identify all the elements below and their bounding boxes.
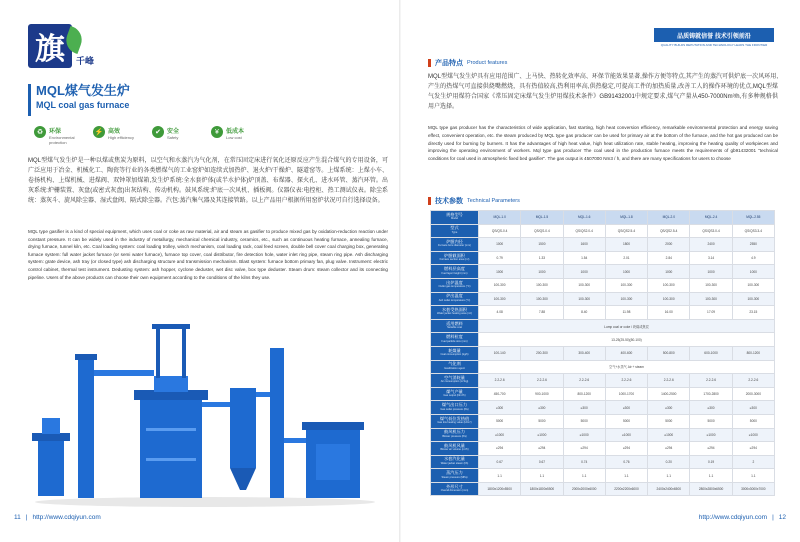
feature-item [152,126,197,145]
table-cell: 2800x2800x6500 [690,482,732,496]
table-cell: QS/QS2.0-4 [563,224,605,238]
table-cell: 2 [732,455,774,469]
row-label-cn: 水套汽化量 [444,456,465,462]
table-cell: 800-1200 [732,346,774,360]
table-cell: ≥1000 [563,428,605,442]
section-marker [428,197,431,205]
row-label-cn: 外形尺寸 [446,483,463,489]
table-row [431,251,775,265]
section-heading-params [428,196,520,206]
table-row [431,387,775,401]
row-label-cn: 水套受热面积 [441,306,468,312]
table-row [431,292,775,306]
table-cell: 200-300 [521,346,563,360]
table-cell: QS/QS3.0-4 [690,224,732,238]
row-label-en: Gas low heating value (kJ/m³) [437,421,472,425]
footer-right [699,514,786,521]
logo-name: 千峰 [76,56,95,66]
table-cell: 2400 [690,238,732,252]
table-cell: 0.67 [479,455,521,469]
table-cell: 0.20 [648,455,690,469]
row-label-en: Water jacket steam (t/h) [440,461,469,465]
right-page [400,0,800,542]
page-title: MQL煤气发生炉 [36,83,130,98]
row-label-en: Gas outlet pressure (Pa) [440,407,469,411]
row-label-en: Water jacket heating area (m²) [437,312,472,316]
table-cell: 1.1 [479,469,521,483]
row-label [431,428,479,442]
leaf-icon: ♻ [34,126,46,138]
row-label-cn: 鼓风机压力 [444,429,465,435]
table-cell: QS/QS-0.4 [521,224,563,238]
table-cell: QS/QS3.3-4 [732,224,774,238]
table-cell: 5000 [479,414,521,428]
feature-label-en: High efficiency [108,135,134,140]
row-label-cn: 规格型号 [446,211,463,217]
section-heading-features [428,58,507,68]
table-cell: 2.84 [648,251,690,265]
row-label-en: Outlet gas temperature (°C) [438,285,471,289]
website-link[interactable]: http://www.cdqiyun.com [698,514,768,521]
table-cell: MQL-1.8 [605,211,647,225]
table-row [431,224,775,238]
table-row [431,346,775,360]
table-row [431,360,775,374]
table-cell: 2000-3000 [732,387,774,401]
table-cell: QS/QS-0.4 [479,224,521,238]
table-cell: 1000 [479,265,521,279]
features-en: MQL type gas producer has the characteristics of wide application, fast starting, high heat conversion efficiency, remarkable environmental protection and energy saving effect, convenient operation, etc. the steam produced by MQL type gas producer can be used for primary air at the bottom of the furnace, and the hot gas produced can be directly used for burning by burners. It has the advantages of high heat value, high heat utilization rate, stable heating, improving the heating quality of workpieces and improving the operating environment of workers. Mql type gas producer The coal used in the production furnace meets the requirements of gb9143​2001 "technical conditions for coal used in atmospheric fixed bed gasifier". The gas output is 4507000 Nm3 / h, and there are many specifications for users to choose [428,125,778,162]
table-row [431,306,775,320]
table-cell: 0.19 [690,455,732,469]
table-cell: 5000 [732,414,774,428]
row-label [431,387,479,401]
slogan-badge-sub: QUALITY BUILDS REPUTATION AND TECHNOLOGY LEADS THE FRONTIER [660,43,768,47]
table-cell: 1.1 [732,469,774,483]
table-cell: 4.08 [479,306,521,320]
table-row [431,278,775,292]
section-title: 产品特点 [435,60,463,67]
table-cell: MQL-2.0 [648,211,690,225]
table-cell: 0.74 [563,455,605,469]
table-cell: 2.2-2.6 [648,374,690,388]
table-cell: 1.1 [605,469,647,483]
table-cell: ≥294 [479,442,521,456]
footer-separator: | [25,514,28,521]
table-row [431,414,775,428]
row-label-en: Suitable coal [447,326,462,330]
row-label-en: Gasification agent [444,366,465,370]
table-cell: 100-300 [648,292,690,306]
row-label [431,455,479,469]
table-cell: 800-1200 [563,387,605,401]
table-row [431,265,775,279]
table-cell: ≥300 [521,401,563,415]
company-logo [28,22,100,80]
table-cell: 1.1 [648,469,690,483]
row-label-en: Blower air volume (m³/h) [440,448,469,452]
table-cell: 1.54 [563,251,605,265]
table-cell: 1000 [648,265,690,279]
table-cell: 0.67 [521,455,563,469]
table-cell: 300-400 [563,346,605,360]
page-number: 11 [14,514,21,521]
table-row [431,455,775,469]
table-cell: 0.76 [605,455,647,469]
coin-icon: ¥ [211,126,223,138]
feature-label-en: Low cost [226,135,242,140]
table-cell: 5000 [648,414,690,428]
row-label-en: Furnace bore diameter (mm) [437,244,471,248]
table-cell: 空气+水蒸气 Air + steam [479,360,775,374]
row-label [431,238,479,252]
table-cell: 7.88 [521,306,563,320]
table-cell: MQL-1.6 [563,211,605,225]
table-cell: 100-300 [563,292,605,306]
table-cell: 3000x3000x7000 [732,482,774,496]
row-label-en: Gas output (Nm³/h) [443,394,466,398]
table-cell: ≥300 [563,401,605,415]
logo-mark: 旗 [28,24,72,68]
row-label-en: Overall dimension (mm) [440,489,469,493]
table-cell: ≥1000 [521,428,563,442]
table-cell: ≥294 [690,442,732,456]
description-cn: MQL型煤气发生炉是一种以煤或焦炭为原料，以空气和水蒸汽为气化剂，在常压固定床进行氧化还原反应产生混合煤气的专用设备，可广泛应用于冶金、机械化工、陶瓷等行业的各类燃煤气的工业窑炉如连续式加热炉、退火炉/干燥炉、隧道窑等。上煤系统：上煤小车、卷扬机构、上煤机械、进煤阀、双钟罩加煤箱,发生炉系统:全水套炉体(或半水护体)炉顶盖、布煤器、探火孔、进水环管、蒸汽环管。出灰系统:炉栅装置、灰盘(或密式灰盘)出灰结构、传动机构。鼓风系统:炉底一次风机、插板阀。仪器仪表:电控柜、热工测试仪表。除尘系统：蒸灰斗、旋风除尘器、湿式盘阀、隔式除尘器。汽包:蒸汽集气器及其连接管路。以上产品用户根据所用窑炉状况可自行选择设备。 [28,158,388,204]
table-cell: 11.98 [605,306,647,320]
table-cell: Lump coal or coke / 块煤或焦炭 [479,319,775,333]
row-label-en: Fuel particle size (mm) [441,339,468,343]
table-cell: 2.2-2.6 [690,374,732,388]
feature-list [34,126,256,145]
table-cell: 100-140 [479,346,521,360]
table-cell: 5000 [690,414,732,428]
table-cell: 450-700 [479,387,521,401]
table-cell: 1000 [479,238,521,252]
table-cell: 1400-2500 [648,387,690,401]
table-cell: 500-800 [648,346,690,360]
row-label [431,292,479,306]
table-cell: 5000 [521,414,563,428]
row-label-cn: 鼓风机风量 [444,442,465,448]
row-label [431,306,479,320]
table-cell: ≥294 [563,442,605,456]
table-cell: MQL-1.5 [521,211,563,225]
table-row [431,469,775,483]
row-label [431,469,479,483]
table-cell: 1800x1800x5500 [521,482,563,496]
table-cell: 1800 [605,238,647,252]
table-cell: ≥1000 [479,428,521,442]
row-label-cn: 燃料粒度 [446,334,463,340]
table-cell: 1.33 [521,251,563,265]
footer-left [14,514,101,521]
row-label-cn: 煤气出口压力 [441,402,468,408]
table-cell: 2.2-2.6 [521,374,563,388]
efficiency-icon: ⚡ [93,126,105,138]
table-cell: 900-1000 [521,387,563,401]
table-cell: 2200x2200x6000 [605,482,647,496]
table-cell: 2.01 [605,251,647,265]
table-cell: ≥1000 [732,428,774,442]
table-row [431,401,775,415]
section-title: 技术参数 [435,198,463,205]
section-title-en: Technical Parameters [467,198,520,204]
table-cell: 600-1000 [690,346,732,360]
page-subtitle: MQL coal gas furnace [36,100,130,110]
table-cell: 2000x2000x6000 [563,482,605,496]
row-label [431,346,479,360]
table-cell: 2.2-2.6 [479,374,521,388]
table-cell: 2.2-2.6 [563,374,605,388]
table-cell: 100-300 [521,292,563,306]
row-label-en: Furnace section area (m²) [439,258,470,262]
row-label-en: Steam pressure (MPa) [441,475,468,479]
shield-icon: ✔ [152,126,164,138]
table-cell: QS/QS2.5-4 [648,224,690,238]
table-row [431,482,775,496]
table-cell: 100-300 [732,292,774,306]
row-label-en: Fuel layer height (mm) [441,271,468,275]
website-link[interactable]: http://www.cdqiyun.com [32,514,101,521]
row-label [431,482,479,496]
table-cell: 1.1 [690,469,732,483]
table-cell: ≥1000 [648,428,690,442]
table-cell: 5000 [605,414,647,428]
table-cell: MQL-2.4 [690,211,732,225]
table-cell: 1800x1200x5500 [479,482,521,496]
feature-item [93,126,138,145]
table-cell: 2.2-2.6 [732,374,774,388]
table-cell: ≥300 [648,401,690,415]
row-label [431,333,479,347]
table-cell: ≥294 [521,442,563,456]
table-cell: ≥294 [732,442,774,456]
table-cell: 1.1 [563,469,605,483]
table-cell: 100-300 [648,278,690,292]
slogan-badge: 品质铸就信誉 技术引领前沿 [654,28,774,42]
row-label [431,265,479,279]
table-cell: 100-300 [690,292,732,306]
table-row [431,238,775,252]
table-row [431,211,775,225]
row-label [431,278,479,292]
table-cell: 100-300 [690,278,732,292]
title-accent-bar [28,84,31,116]
row-label-cn: 炉出温度 [446,293,463,299]
row-label-cn: 燃料层高度 [444,266,465,272]
table-cell: 100-300 [479,278,521,292]
features-cn: MQL型煤气发生炉具有应用范围广、上马快、热转化效率高、环保节能效果显著,操作方便等特点,其产生的蒸汽可供炉底一次风环用,产生的热煤气可直接供烧嘴燃烧，具有热值较高,热利用率高,供热稳定,可提高工件的加热质量,改善工人的操作环境的优点,MQL型煤气发生炉用煤符合国家《常压固定床煤气发生炉用煤技术条件》GB9143​2001中规定要求,煤气产量从450-7000Nm³/h,有多种规格供用户选择。 [428,74,778,110]
table-cell: ≥300 [605,401,647,415]
row-label-cn: 炉膛截面积 [444,252,465,258]
table-cell: 2000 [648,238,690,252]
feature-item [34,126,79,145]
table-cell: ≥300 [479,401,521,415]
table-cell: ≥1000 [690,428,732,442]
table-row [431,333,775,347]
table-cell: 1000 [690,265,732,279]
table-row [431,374,775,388]
row-label [431,211,479,225]
table-cell: 1700-2800 [690,387,732,401]
table-cell: 4.9 [732,251,774,265]
table-cell: ≥300 [732,401,774,415]
row-label-en: Blower pressure (Pa) [442,434,467,438]
table-cell: 3.14 [690,251,732,265]
footer-separator: | [772,514,774,521]
page-number: 12 [778,514,786,521]
section-title-en: Product features [467,60,508,66]
row-label [431,251,479,265]
table-cell: 0.79 [479,251,521,265]
table-cell: 100-300 [479,292,521,306]
table-cell: QS/QS2.5-4 [605,224,647,238]
row-label-cn: 适用燃料 [446,320,463,326]
feature-label: 环保 [49,129,62,135]
table-cell: 100-300 [605,278,647,292]
row-label [431,401,479,415]
table-cell: 400-600 [605,346,647,360]
table-cell: ≥294 [648,442,690,456]
table-cell: 2.2-2.6 [605,374,647,388]
table-row [431,428,775,442]
row-label-cn: 耗煤量 [448,347,461,353]
feature-label-en: Safety [167,135,179,140]
table-cell: 17.09 [690,306,732,320]
table-row [431,319,775,333]
table-cell: MQL-2.55 [732,211,774,225]
table-cell: 5000 [563,414,605,428]
table-cell: 2550 [732,238,774,252]
technical-parameters-table [430,210,775,496]
row-label [431,414,479,428]
row-label-en: Type [451,230,458,234]
section-marker [428,59,431,67]
feature-item [211,126,256,145]
row-label-en: Coal consumption (kg/h) [440,353,469,357]
table-cell: 1600 [563,238,605,252]
table-cell: 100-300 [563,278,605,292]
feature-label-en: Environmental protection [49,135,75,145]
gas-furnace-illustration [20,318,390,510]
row-label [431,224,479,238]
table-cell: ≥300 [690,401,732,415]
row-label-cn: 空气消耗量 [444,374,465,380]
row-label [431,319,479,333]
table-cell: 1000 [605,265,647,279]
row-label [431,442,479,456]
row-label-en: Ash outlet temperature (°C) [438,298,471,302]
table-cell: 8.40 [563,306,605,320]
row-label [431,374,479,388]
table-cell: 2400x2400x6500 [648,482,690,496]
table-cell: 13-25(25-50)(50-100) [479,333,775,347]
row-label-cn: 出炉温度 [446,279,463,285]
row-label [431,360,479,374]
table-cell: 1000 [732,265,774,279]
table-cell: 100-300 [732,278,774,292]
row-label-cn: 煤气产量 [446,388,463,394]
row-label-cn: 蒸汽压力 [446,470,463,476]
description-en: MQL type gasifier is a kind of special equipment, which uses coal or coke as raw material, air and steam as gasifier to produce mixed gas by oxidation-reduction reaction under constant pressure. It can be widely used in the industry of metallurgy, mechanical chemical industry, ceramics, etc., such as continuous heating furnace, annealing furnace, drying furnace, tunnel kiln, etc. Coal loading system: coal loading trolley, winch mechanism, coal loading rack, coal feed screen, double bell cover coal charging box, generating furnace system: full water jacket furnace (or semi water furnace), furnace top cover, coal distributor, fire detection hole, water inlet ring pipe, steam ring pipe. Ash discharging system: grate device, ash tray (or closed type) ash discharging structure and transmission mechanism. Blast system: furnace bottom primary fan, plug valve. Instrument: electric control cabinet, thermal test instrument. Dedusting system: ash hopper, cyclone deduster, wet disc valve, box type deduster. Steam drum: steam collector and its connecting pipeline. Users of the above products can choose their own equipment according to the conditions of the kilns they use. [28,229,388,280]
table-cell: 100-300 [521,278,563,292]
table-cell: 1000-1700 [605,387,647,401]
table-cell: 1.1 [521,469,563,483]
row-label-cn: 型式 [450,225,459,231]
table-cell: 100-300 [605,292,647,306]
table-cell: ≥1000 [605,428,647,442]
row-label-cn: 煤气低位发热值 [439,415,470,421]
table-cell: 1000 [563,265,605,279]
feature-label: 安全 [167,129,180,135]
row-label-en: Air consumption (m³/kg) [440,380,469,384]
table-row [431,442,775,456]
row-label-cn: 气化剂 [448,361,461,367]
table-cell: 23.15 [732,306,774,320]
row-label-en: Model [450,217,459,221]
row-label-cn: 炉膛内径 [446,238,463,244]
feature-label: 低成本 [226,129,245,135]
feature-label: 高效 [108,129,121,135]
table-cell: 16.00 [648,306,690,320]
table-cell: MQL-1.0 [479,211,521,225]
table-cell: 1000 [521,265,563,279]
table-cell: ≥294 [605,442,647,456]
table-cell: 1500 [521,238,563,252]
